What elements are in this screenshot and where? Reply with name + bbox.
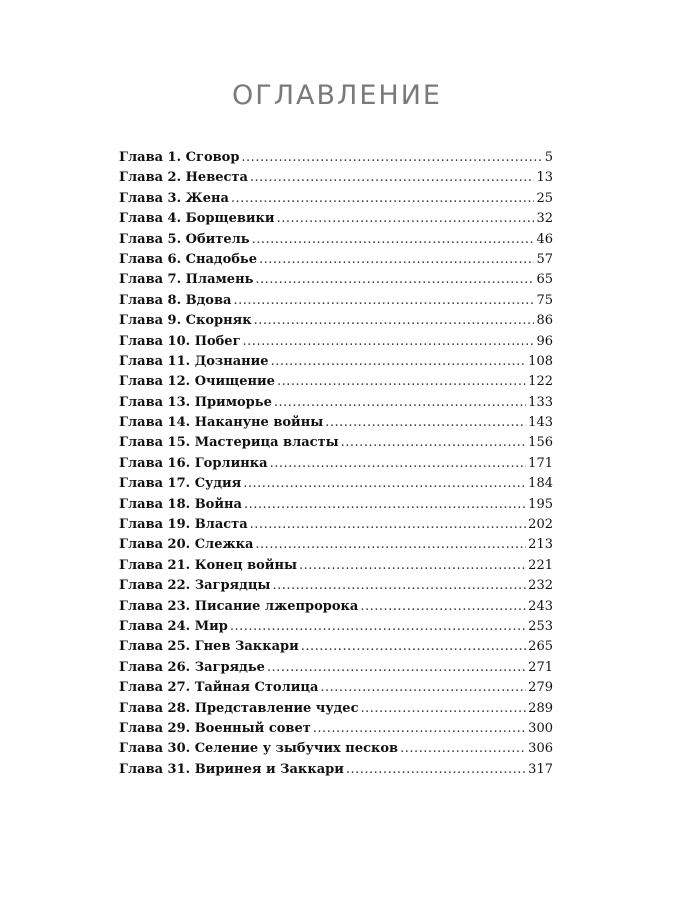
page-number: 279 xyxy=(528,680,553,696)
dot-leader xyxy=(243,476,526,491)
chapter-title: Глава 14. Накануне войны xyxy=(119,415,324,431)
page-number: 25 xyxy=(536,190,553,206)
page-number: 221 xyxy=(528,557,553,573)
toc-entry[interactable] xyxy=(119,497,553,517)
toc-entry[interactable] xyxy=(119,395,553,415)
dot-leader xyxy=(299,558,526,573)
dot-leader xyxy=(361,701,527,716)
dot-leader xyxy=(325,415,526,430)
chapter-title: Глава 15. Мастерица власты xyxy=(119,435,339,451)
dot-leader xyxy=(274,395,526,410)
dot-leader xyxy=(277,374,526,389)
dot-leader xyxy=(320,680,526,695)
toc-entry[interactable] xyxy=(119,354,553,374)
toc-entry[interactable] xyxy=(119,334,553,354)
page-number: 271 xyxy=(528,659,553,675)
toc-entry[interactable] xyxy=(119,599,553,619)
dot-leader xyxy=(313,721,526,736)
dot-leader xyxy=(241,150,542,165)
chapter-title: Глава 6. Снадобье xyxy=(119,251,258,267)
dot-leader xyxy=(360,599,526,614)
toc-entry[interactable] xyxy=(119,660,553,680)
chapter-title: Глава 12. Очищение xyxy=(119,374,275,390)
toc-entry[interactable] xyxy=(119,456,553,476)
toc-entry[interactable] xyxy=(119,558,553,578)
toc-entry[interactable] xyxy=(119,272,553,292)
chapter-title: Глава 30. Селение у зыбучих песков xyxy=(119,741,399,757)
page-number: 143 xyxy=(528,415,553,431)
page-number: 306 xyxy=(528,741,553,757)
chapter-title: Глава 11. Дознание xyxy=(119,353,269,369)
toc-entry[interactable] xyxy=(119,619,553,639)
page-number: 5 xyxy=(544,150,553,165)
toc-entry[interactable] xyxy=(119,374,553,394)
dot-leader xyxy=(341,435,527,450)
chapter-title: Глава 20. Слежка xyxy=(119,537,254,553)
page-title: ОГЛАВЛЕНИЕ xyxy=(232,80,442,111)
chapter-title: Глава 3. Жена xyxy=(119,190,229,206)
toc-entry[interactable] xyxy=(119,435,553,455)
chapter-title: Глава 4. Борщевики xyxy=(119,211,275,227)
dot-leader xyxy=(243,334,535,349)
page-number: 13 xyxy=(536,170,553,186)
dot-leader xyxy=(272,578,526,593)
page-number: 265 xyxy=(528,639,553,655)
chapter-title: Глава 7. Пламень xyxy=(119,272,254,288)
dot-leader xyxy=(252,232,535,247)
dot-leader xyxy=(254,313,535,328)
table-of-contents xyxy=(119,150,553,782)
dot-leader xyxy=(231,191,535,206)
toc-entry[interactable] xyxy=(119,721,553,741)
chapter-title: Глава 19. Власта xyxy=(119,517,248,533)
chapter-title: Глава 5. Обитель xyxy=(119,231,250,247)
toc-entry[interactable] xyxy=(119,701,553,721)
chapter-title: Глава 17. Судия xyxy=(119,476,242,492)
toc-entry[interactable] xyxy=(119,252,553,272)
toc-entry[interactable] xyxy=(119,537,553,557)
chapter-title: Глава 27. Тайная Столица xyxy=(119,680,319,696)
chapter-title: Глава 9. Скорняк xyxy=(119,313,252,329)
page-number: 317 xyxy=(528,761,553,777)
page-number: 75 xyxy=(536,292,553,308)
chapter-title: Глава 23. Писание лжепророка xyxy=(119,598,359,614)
chapter-title: Глава 26. Загрядье xyxy=(119,659,265,675)
toc-entry[interactable] xyxy=(119,639,553,659)
toc-entry[interactable] xyxy=(119,741,553,761)
toc-entry[interactable] xyxy=(119,762,553,782)
toc-entry[interactable] xyxy=(119,517,553,537)
page-number: 65 xyxy=(536,272,553,288)
chapter-title: Глава 2. Невеста xyxy=(119,170,248,186)
dot-leader xyxy=(277,211,535,226)
chapter-title: Глава 1. Сговор xyxy=(119,150,240,165)
page-number: 46 xyxy=(536,231,553,247)
chapter-title: Глава 13. Приморье xyxy=(119,394,272,410)
chapter-title: Глава 22. Загрядцы xyxy=(119,578,271,594)
chapter-title: Глава 18. Война xyxy=(119,496,242,512)
dot-leader xyxy=(346,762,526,777)
toc-entry[interactable] xyxy=(119,680,553,700)
dot-leader xyxy=(267,660,526,675)
dot-leader xyxy=(270,456,527,471)
chapter-title: Глава 31. Виринея и Заккари xyxy=(119,761,344,777)
page-number: 300 xyxy=(528,720,553,736)
chapter-title: Глава 16. Горлинка xyxy=(119,455,268,471)
page-number: 122 xyxy=(528,374,553,390)
toc-entry[interactable] xyxy=(119,211,553,231)
chapter-title: Глава 8. Вдова xyxy=(119,292,232,308)
toc-entry[interactable] xyxy=(119,232,553,252)
page-number: 57 xyxy=(536,251,553,267)
toc-entry[interactable] xyxy=(119,170,553,190)
chapter-title: Глава 29. Военный совет xyxy=(119,720,311,736)
dot-leader xyxy=(255,537,526,552)
page-number: 32 xyxy=(536,211,553,227)
chapter-title: Глава 25. Гнев Заккари xyxy=(119,639,299,655)
dot-leader xyxy=(230,619,526,634)
page-number: 213 xyxy=(528,537,553,553)
page-number: 195 xyxy=(528,496,553,512)
dot-leader xyxy=(244,497,526,512)
toc-entry[interactable] xyxy=(119,313,553,333)
dot-leader xyxy=(301,639,526,654)
dot-leader xyxy=(255,272,534,287)
dot-leader xyxy=(233,293,534,308)
dot-leader xyxy=(400,741,526,756)
chapter-title: Глава 28. Представление чудес xyxy=(119,700,359,716)
page-number: 243 xyxy=(528,598,553,614)
page-number: 171 xyxy=(528,455,553,471)
chapter-title: Глава 10. Побег xyxy=(119,333,241,349)
dot-leader xyxy=(250,170,535,185)
page-number: 133 xyxy=(528,394,553,410)
toc-entry[interactable] xyxy=(119,150,553,170)
page-number: 202 xyxy=(528,517,553,533)
page-number: 108 xyxy=(528,353,553,369)
dot-leader xyxy=(271,354,527,369)
page-number: 96 xyxy=(536,333,553,349)
page-number: 156 xyxy=(528,435,553,451)
page-number: 86 xyxy=(536,313,553,329)
page-number: 232 xyxy=(528,578,553,594)
chapter-title: Глава 24. Мир xyxy=(119,618,228,634)
page-number: 289 xyxy=(528,700,553,716)
dot-leader xyxy=(250,517,527,532)
chapter-title: Глава 21. Конец войны xyxy=(119,557,297,573)
page-number: 184 xyxy=(528,476,553,492)
toc-entry[interactable] xyxy=(119,578,553,598)
page-number: 253 xyxy=(528,618,553,634)
toc-entry[interactable] xyxy=(119,476,553,496)
toc-entry[interactable] xyxy=(119,293,553,313)
toc-entry[interactable] xyxy=(119,191,553,211)
dot-leader xyxy=(259,252,534,267)
toc-entry[interactable] xyxy=(119,415,553,435)
